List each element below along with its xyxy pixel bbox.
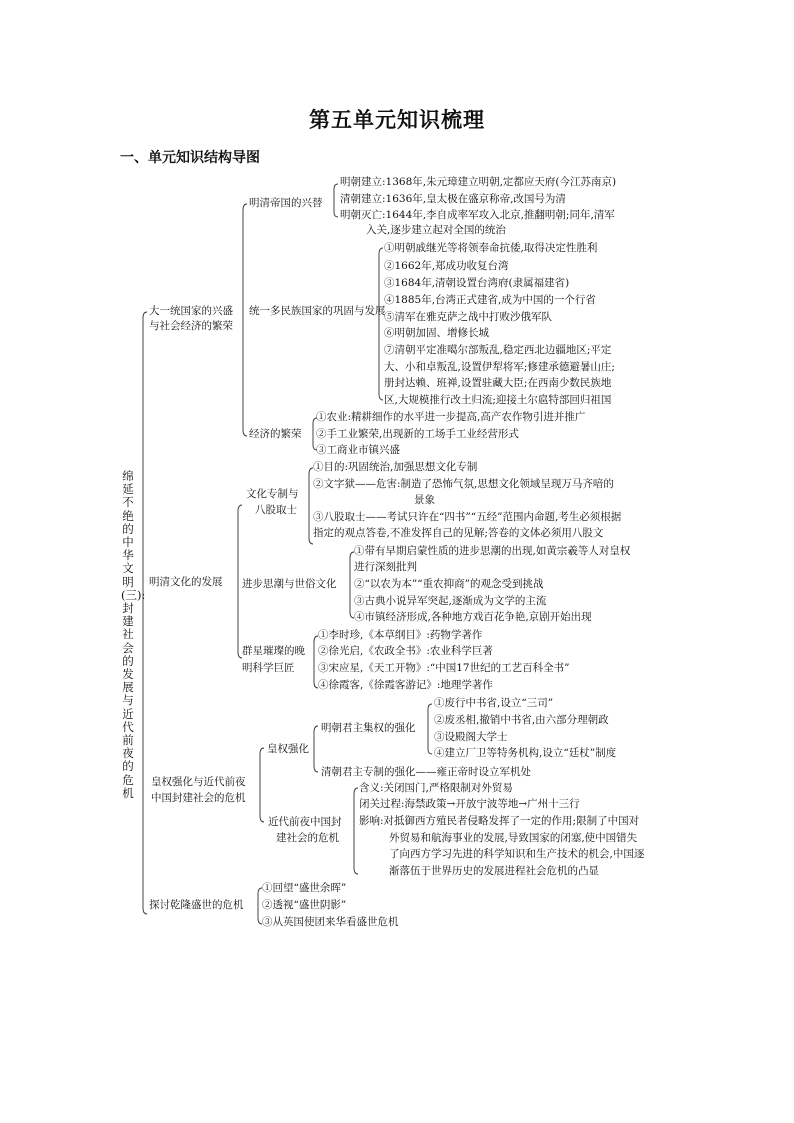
page-title: 第五单元知识梳理 (309, 108, 485, 132)
b2-s2-item: ④市镇经济形成,各种地方戏百花争艳,京剧开始出现 (354, 611, 592, 623)
b3-s1-ming-item: ④建立厂卫等特务机构,设立“廷杖”制度 (434, 747, 617, 759)
b1-s2-item: 区,大规模推行改土归流;迎接土尔扈特部回归祖国 (384, 394, 612, 406)
b2-s3-label-line2: 明科学巨匠 (242, 662, 295, 674)
b3-s1-ming-item: ①废行中书省,设立“三司” (434, 697, 554, 709)
b3-s2-item: 含义:关闭国门,严格限制对外贸易 (359, 782, 513, 794)
b3-s2-item: 渐落伍于世界历史的发展进程社会危机的凸显 (389, 865, 599, 877)
b2-s1-item: 指定的观点答卷,不准发挥自己的见解;答卷的文体必须用八股文 (313, 527, 604, 539)
b2-s2-item: ①带有早期启蒙性质的进步思潮的出现,如黄宗羲等人对皇权 (354, 545, 631, 557)
b1-s2-item: ⑦清朝平定准噶尔部叛乱,稳定西北边疆地区;平定 (384, 344, 612, 356)
b4-item: ①回望“盛世余晖” (262, 882, 347, 894)
b3-s2-item: 闭关过程:海禁政策→开放宁波等地→广州十三行 (359, 798, 580, 810)
b4-item: ③从英国使团来华看盛世危机 (262, 916, 399, 928)
b3-s1-ming-item: ②废丞相,撤销中书省,由六部分理朝政 (434, 714, 609, 726)
b2-s1-item: ③八股取士——考试只许在“四书”“五经”范围内命题,考生必须根据 (313, 511, 622, 523)
b4-item: ②透视“盛世阴影” (262, 899, 347, 911)
branch1-label-line1: 大一统国家的兴盛 (149, 305, 233, 317)
b1-s2-item: ①明朝戚继光等将领奉命抗倭,取得决定性胜利 (384, 242, 598, 254)
b3-s2-item: 影响:对抵御西方殖民者侵略发挥了一定的作用;限制了中国对 (359, 815, 640, 827)
b2-s1-item: ①目的:巩固统治,加强思想文化专制 (313, 461, 478, 473)
b3-s1-ming-label: 明朝君主集权的强化 (321, 722, 416, 734)
b2-s3-label-line1: 群星璀璨的晚 (242, 645, 305, 657)
b1-s3-item: ②手工业繁荣,出现新的工场手工业经营形式 (316, 428, 519, 440)
b1-s1-item: 明朝建立:1368年,朱元璋建立明朝,定都应天府(今江苏南京) (340, 176, 617, 188)
b2-s1-label-line2: 八股取士 (255, 504, 297, 516)
b1-s2-item: ③1684年,清朝设置台湾府(隶属福建省) (384, 277, 570, 289)
branch3-label-line1: 皇权强化与近代前夜 (151, 776, 246, 788)
branch4-label: 探讨乾隆盛世的危机 (149, 899, 244, 911)
b1-s2-item: 册封达赖、班禅,设置驻藏大臣;在西南少数民族地 (384, 377, 612, 389)
b3-s1-qing: 清朝君主专制的强化——雍正帝时设立军机处 (321, 766, 531, 778)
b3-s2-item: 外贸易和航海事业的发展,导致国家的闭塞,使中国错失 (389, 832, 638, 844)
b2-s3-item: ①李时珍,《本草纲目》:药物学著作 (318, 629, 483, 641)
b2-s2-label: 进步思潮与世俗文化 (242, 578, 337, 590)
b1-s1-label: 明清帝国的兴替 (249, 197, 323, 209)
b1-s1-item: 清朝建立:1636年,皇太极在盛京称帝,改国号为清 (340, 193, 566, 205)
b1-s1-item: 明朝灭亡:1644年,李自成率军攻入北京,推翻明朝;同年,清军 (340, 209, 615, 221)
root-topic: 绵延不绝的中华文明(三):封建社会的发展与近代前夜的危机 (121, 469, 146, 800)
b3-s2-label-line1: 近代前夜中国封 (268, 816, 342, 828)
b1-s2-item: ②1662年,郑成功收复台湾 (384, 260, 509, 272)
b2-s2-item: 进行深刻批判 (354, 561, 417, 573)
b1-s1-item: 入关,逐步建立起对全国的统治 (366, 224, 506, 236)
b2-s3-item: ④徐霞客,《徐霞客游记》:地理学著作 (318, 679, 493, 691)
b2-s3-item: ③宋应星,《天工开物》:“中国17世纪的工艺百科全书” (318, 662, 570, 674)
b2-s1-item: 景象 (414, 494, 435, 506)
b1-s2-label: 统一多民族国家的巩固与发展 (249, 305, 386, 317)
branch3-label-line2: 中国封建社会的危机 (151, 792, 246, 804)
b1-s3-item: ③工商业市镇兴盛 (316, 444, 400, 456)
branch2-label: 明清文化的发展 (149, 576, 223, 588)
b3-s2-item: 了向西方学习先进的科学知识和生产技术的机会,中国逐 (389, 848, 645, 860)
b2-s1-item: ②文字狱——危害:制造了恐怖气氛,思想文化领域呈现万马齐喑的 (313, 478, 614, 490)
b2-s1-label-line1: 文化专制与 (246, 488, 299, 500)
b1-s3-item: ①农业:精耕细作的水平进一步提高,高产农作物引进并推广 (316, 411, 586, 423)
b3-s2-label-line2: 建社会的危机 (276, 832, 339, 844)
section-subtitle: 一、单元知识结构导图 (120, 150, 260, 166)
b1-s2-item: 大、小和卓叛乱,设置伊犁将军;修建承德避暑山庄; (384, 361, 615, 373)
b3-s1-ming-item: ③设殿阁大学士 (434, 731, 508, 743)
b1-s2-item: ④1885年,台湾正式建省,成为中国的一个行省 (384, 294, 596, 306)
branch1-label-line2: 与社会经济的繁荣 (149, 320, 233, 332)
b3-s1-label: 皇权强化 (267, 743, 309, 755)
b1-s3-label: 经济的繁荣 (249, 428, 302, 440)
b1-s2-item: ⑤清军在雅克萨之战中打败沙俄军队 (384, 311, 552, 323)
b1-s2-item: ⑥明朝加固、增修长城 (384, 327, 489, 339)
b2-s2-item: ②“以农为本”“重农抑商”的观念受到挑战 (354, 578, 544, 590)
b2-s2-item: ③古典小说异军突起,逐渐成为文学的主流 (354, 595, 547, 607)
b2-s3-item: ②徐光启,《农政全书》:农业科学巨著 (318, 645, 493, 657)
